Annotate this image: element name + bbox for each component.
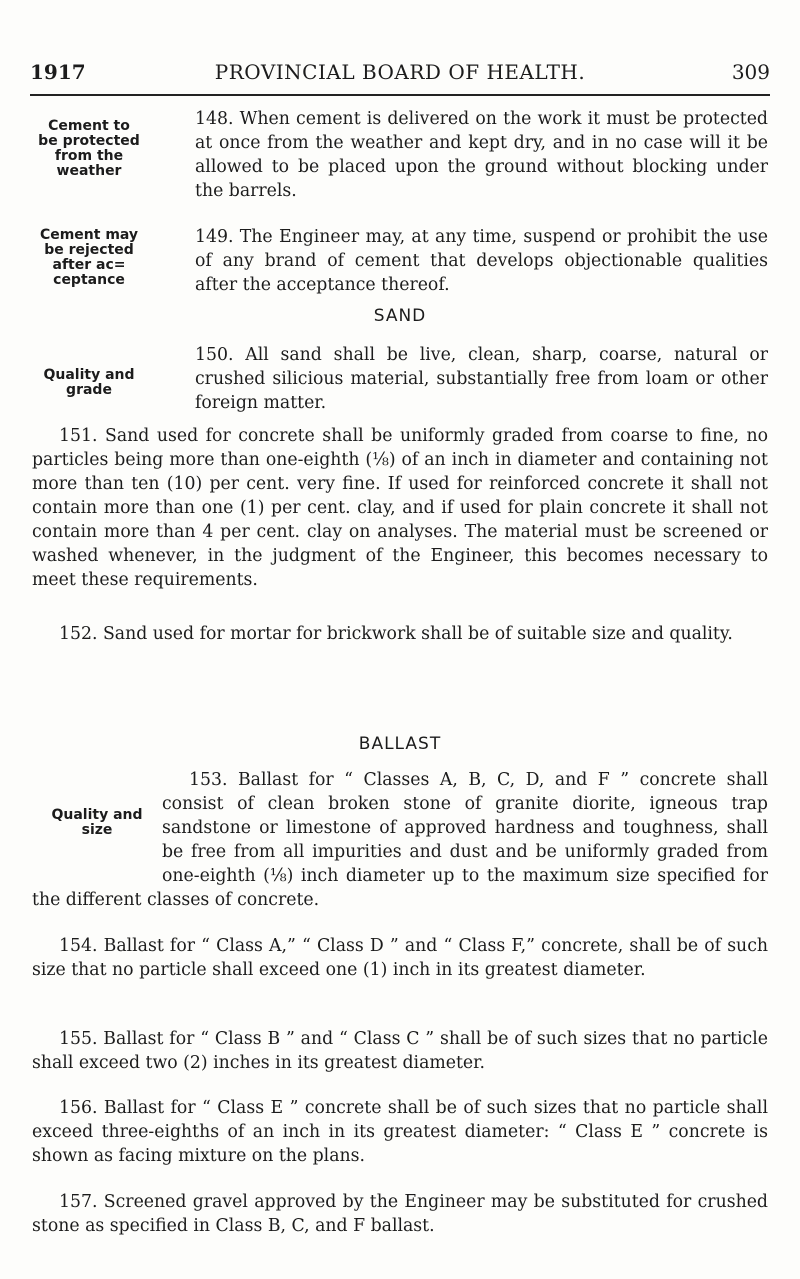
paragraph-153 (32, 768, 768, 912)
margin-note-line: weather (56, 163, 122, 179)
paragraph-150: 150. All sand shall be live, clean, sharp, coarse, natural or crushed silicious material, substantially free from loam or other foreign matter. (195, 345, 768, 413)
paragraph-154 (32, 934, 768, 982)
header-title: PROVINCIAL BOARD OF HEALTH. (214, 60, 586, 84)
margin-note-line: ceptance (53, 272, 125, 288)
margin-note-153 (32, 792, 162, 888)
paragraph-155 (32, 1027, 768, 1075)
paragraph-154-text: 154. Ballast for “ Class A,” “ Class D ” and “ Class F,” concrete, shall be of such size that no particle shall exceed one (1) inch in its greatest diameter. (32, 936, 768, 980)
paragraph-153-text: 153. Ballast for “ Classes A, B, C, D, and F ” concrete shall consist of clean broken stone of granite diorite, igneous trap sandstone or limestone of approved hardness and toughness, shall be free from all impurities and dust and be uniformly graded from one-eighth (⅛) inch diameter up to the maximum size specified for the different classes of concrete. (32, 770, 768, 910)
heading-sand: SAND (373, 306, 427, 326)
page-number: 309 (731, 60, 770, 84)
margin-note-149 (30, 228, 148, 288)
paragraph-157 (32, 1190, 768, 1238)
header-rule (30, 94, 770, 96)
margin-note-line: Cement may (39, 227, 139, 243)
paragraph-149: 149. The Engineer may, at any time, suspend or prohibit the use of any brand of cement that develops objectionable qualities after the acceptance thereof. (195, 227, 768, 295)
header-year: 1917 (30, 60, 86, 84)
paragraph-157-text: 157. Screened gravel approved by the Engineer may be substituted for crushed stone as specified in Class B, C, and F ballast. (32, 1192, 768, 1236)
paragraph-156-text: 156. Ballast for “ Class E ” concrete shall be of such sizes that no particle shall exceed three-eighths of an inch in its greatest diameter: “ Class E ” concrete is shown as facing mixture on the plans. (32, 1098, 768, 1166)
margin-note-150 (30, 368, 148, 398)
paragraph-151 (32, 424, 768, 592)
margin-note-line: size (81, 822, 113, 838)
margin-note-line: grade (66, 382, 112, 398)
paragraph-151-text: 151. Sand used for concrete shall be uniformly graded from coarse to fine, no particles being more than one-eighth (⅛) of an inch in diameter and containing not more than ten (10) per cent. very fine. If used for reinforced concrete it shall not contain more than one (1) per cent. clay, and if used for plain concrete it shall not contain more than 4 per cent. clay on analyses. The material must be screened or washed whenever, in the judgment of the Engineer, this becomes necessary to meet these requirements. (32, 426, 768, 590)
paragraph-155-text: 155. Ballast for “ Class B ” and “ Class C ” shall be of such sizes that no particle shall exceed two (2) inches in its greatest diameter. (32, 1029, 768, 1073)
page-header (30, 60, 770, 90)
paragraph-152 (32, 622, 768, 646)
margin-note-line: after ac= (52, 257, 126, 273)
margin-note-line: Cement to (48, 118, 130, 134)
margin-note-line: Quality and (51, 807, 143, 823)
margin-note-148 (30, 119, 148, 179)
margin-note-line: from the (54, 148, 124, 164)
margin-note-line: be protected (38, 133, 140, 149)
margin-note-line: be rejected (44, 242, 134, 258)
paragraph-152-text: 152. Sand used for mortar for brickwork shall be of suitable size and quality. (59, 624, 733, 644)
margin-note-line: Quality and (43, 367, 135, 383)
paragraph-148: 148. When cement is delivered on the work it must be protected at once from the weather and kept dry, and in no case will it be allowed to be placed upon the ground without blocking under the barrels. (195, 109, 768, 201)
paragraph-156 (32, 1096, 768, 1168)
heading-ballast: BALLAST (358, 734, 442, 754)
